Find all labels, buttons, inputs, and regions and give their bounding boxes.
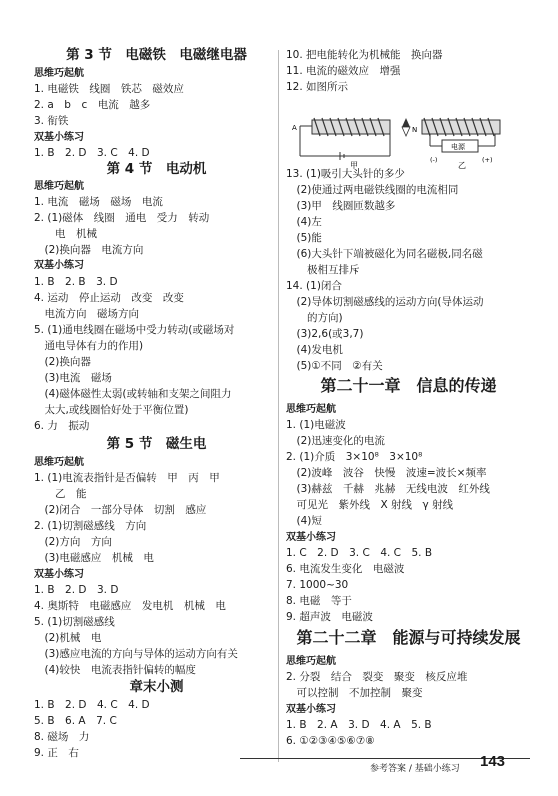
answer-line: (3)电磁感应 机械 电 <box>34 552 154 564</box>
answer-line: (3)电流 磁场 <box>34 372 112 384</box>
answer-line: 乙 能 <box>34 488 87 500</box>
answer-line: (6)大头针下端被磁化为同名磁极,同名磁 <box>286 248 483 260</box>
answer-line: 2. (1)磁体 线圈 通电 受力 转动 <box>34 212 210 224</box>
section-heading: 双基小练习 <box>34 569 84 580</box>
section-heading: 双基小练习 <box>286 704 336 715</box>
diagram-minus: (-) <box>430 156 438 164</box>
electromagnet-diagram <box>290 108 530 170</box>
answer-line: 2. a b c 电流 越多 <box>34 99 151 111</box>
answer-line: (2)闭合 一部分导体 切割 感应 <box>34 504 207 516</box>
answer-line: (4)发电机 <box>286 344 343 356</box>
answer-line: (2)导体切割磁感线的运动方向(导体运动 <box>286 296 484 308</box>
footer-label: 参考答案 / 基础小练习 <box>370 764 460 774</box>
answer-line: 电流方向 磁场方向 <box>34 308 139 320</box>
answer-line: (5)能 <box>286 232 322 244</box>
answer-line: 可见光 紫外线 X 射线 γ 射线 <box>286 499 454 511</box>
section-heading: 双基小练习 <box>34 132 84 143</box>
answer-line: 5. B 6. A 7. C <box>34 715 117 727</box>
answer-line: 4. 运动 停止运动 改变 改变 <box>34 292 184 304</box>
diagram-label-yi: 乙 <box>458 161 466 170</box>
section-heading: 思维巧起航 <box>286 656 336 667</box>
section-heading: 第 3 节 电磁铁 电磁继电器 <box>66 47 247 63</box>
section-heading: 双基小练习 <box>286 532 336 543</box>
answer-line: 3. 衔铁 <box>34 115 69 127</box>
answer-line: 1. (1)电流表指针是否偏转 甲 丙 甲 <box>34 472 220 484</box>
answer-line: 1. B 2. A 3. D 4. A 5. B <box>286 719 432 731</box>
answer-line: 11. 电流的磁效应 增强 <box>286 65 401 77</box>
svg-text:A: A <box>292 124 297 132</box>
answer-line: (4)短 <box>286 515 322 527</box>
column-divider <box>278 50 279 762</box>
answer-line: 8. 磁场 力 <box>34 731 90 743</box>
answer-line: (4)磁体磁性太弱(或转轴和支架之间阻力 <box>34 388 232 400</box>
answer-line: 的方向) <box>286 312 343 324</box>
answer-line: 12. 如图所示 <box>286 81 349 93</box>
section-heading: 思维巧起航 <box>34 68 84 79</box>
answer-line: 太大,或线圈恰好处于平衡位置) <box>34 404 189 416</box>
answer-line: (2)使通过两电磁铁线圈的电流相同 <box>286 184 459 196</box>
answer-line: 1. 电磁铁 线圈 铁芯 磁效应 <box>34 83 184 95</box>
answer-line: (3)2,6(或3,7) <box>286 328 364 340</box>
answer-line: 1. (1)电磁波 <box>286 419 346 431</box>
answer-line: 4. 奥斯特 电磁感应 发电机 机械 电 <box>34 600 226 612</box>
answer-line: 5. (1)切割磁感线 <box>34 616 115 628</box>
diagram-label-jia: 甲 <box>350 161 358 170</box>
answer-line: 2. (1)切割磁感线 方向 <box>34 520 147 532</box>
page-number: 143 <box>480 753 506 770</box>
answer-line: (3)甲 线圈匝数越多 <box>286 200 396 212</box>
section-heading: 第二十二章 能源与可持续发展 <box>296 628 521 647</box>
answer-line: (2)方向 方向 <box>34 536 112 548</box>
answer-line: 9. 正 右 <box>34 747 79 759</box>
answer-line: 1. B 2. D 4. C 4. D <box>34 699 150 711</box>
section-heading: 章末小测 <box>129 679 184 695</box>
answer-line: 1. B 2. D 3. D <box>34 584 119 596</box>
answer-line: 2. 分裂 结合 裂变 聚变 核反应堆 <box>286 671 468 683</box>
answer-line: (3)感应电流的方向与导体的运动方向有关 <box>34 648 238 660</box>
answer-line: 2. (1)介质 3×10⁸ 3×10⁸ <box>286 451 423 463</box>
answer-line: 可以控制 不加控制 聚变 <box>286 687 423 699</box>
answer-line: (2)机械 电 <box>34 632 102 644</box>
answer-line: (2)换向器 <box>34 356 91 368</box>
answer-line: 6. ①②③④⑤⑥⑦⑧ <box>286 735 375 747</box>
section-heading: 第 4 节 电动机 <box>106 161 207 177</box>
section-heading: 第 5 节 磁生电 <box>106 436 207 452</box>
answer-line: 1. 电流 磁场 磁场 电流 <box>34 196 163 208</box>
section-heading: 思维巧起航 <box>286 404 336 415</box>
section-heading: 思维巧起航 <box>34 457 84 468</box>
diagram-plus: (+) <box>482 156 493 164</box>
answer-line: 6. 力 振动 <box>34 420 90 432</box>
answer-line: 9. 超声波 电磁波 <box>286 611 373 623</box>
answer-line: 10. 把电能转化为机械能 换向器 <box>286 49 443 61</box>
diagram-power-label: 电源 <box>451 143 465 151</box>
diagram-pole-n: N <box>412 126 418 134</box>
answer-line: 1. B 2. D 3. C 4. D <box>34 147 150 159</box>
answer-line: (2)迅速变化的电流 <box>286 435 385 447</box>
answer-line: (2)换向器 电流方向 <box>34 244 144 256</box>
answer-line: 电 机械 <box>34 228 97 240</box>
answer-line: (2)波峰 波谷 快慢 波速=波长×频率 <box>286 467 487 479</box>
answer-line: 8. 电磁 等于 <box>286 595 352 607</box>
answer-line: 通电导体有力的作用) <box>34 340 144 352</box>
answer-line: (5)①不同 ②有关 <box>286 360 383 372</box>
answer-line: 5. (1)通电线圈在磁场中受力转动(或磁场对 <box>34 324 235 336</box>
answer-line: 1. C 2. D 3. C 4. C 5. B <box>286 547 433 559</box>
answer-line: 1. B 2. B 3. D <box>34 276 118 288</box>
answer-line: 6. 电流发生变化 电磁波 <box>286 563 405 575</box>
section-heading: 第二十一章 信息的传递 <box>320 376 497 395</box>
answer-line: 极相互排斥 <box>286 264 360 276</box>
section-heading: 思维巧起航 <box>34 181 84 192</box>
section-heading: 双基小练习 <box>34 260 84 271</box>
answer-line: (4)左 <box>286 216 322 228</box>
answer-line: (3)赫兹 千赫 兆赫 无线电波 红外线 <box>286 483 490 495</box>
answer-line: 13. (1)吸引大头针的多少 <box>286 168 405 180</box>
answer-line: 7. 1000~30 <box>286 579 349 591</box>
answer-line: (4)较快 电流表指针偏转的幅度 <box>34 664 196 676</box>
answer-line: 14. (1)闭合 <box>286 280 342 292</box>
